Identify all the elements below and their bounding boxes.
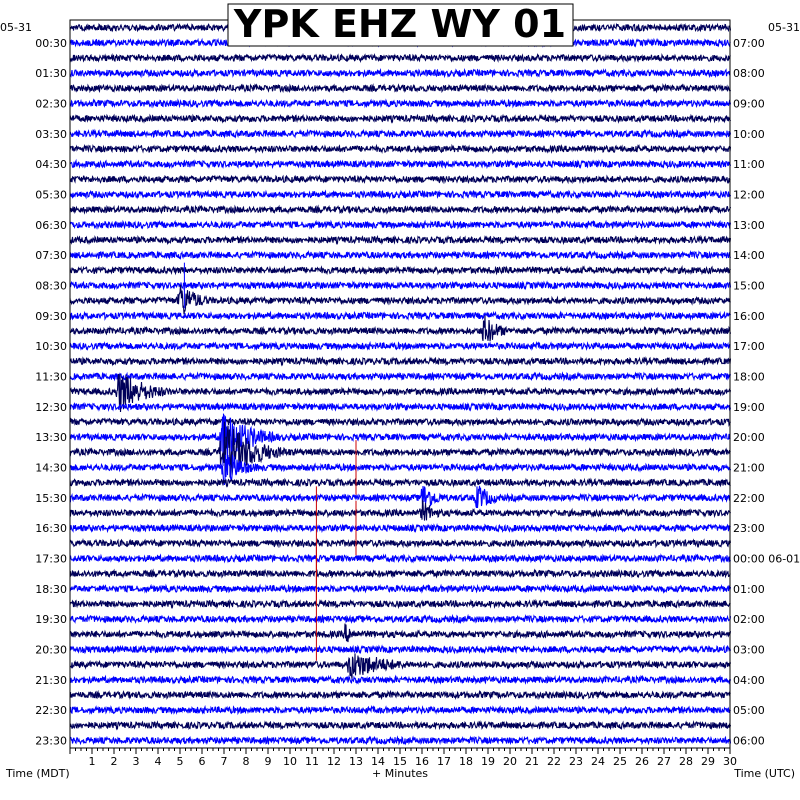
left-time-label: 01:30 [35, 67, 67, 81]
right-time-label: 16:00 [733, 309, 765, 323]
x-tick-label: 16 [415, 755, 429, 768]
x-tick-label: 23 [569, 755, 583, 768]
right-time-label: 15:00 [733, 279, 765, 293]
x-tick-label: 17 [437, 755, 451, 768]
x-tick-label: 25 [613, 755, 627, 768]
x-tick-label: 28 [679, 755, 693, 768]
x-tick-label: 15 [393, 755, 407, 768]
x-tick-label: 30 [723, 755, 737, 768]
x-tick-label: 11 [305, 755, 319, 768]
chart-title: YPK EHZ WY 01 [233, 2, 567, 46]
x-tick-label: 9 [264, 755, 272, 768]
left-time-label: 22:30 [35, 704, 67, 718]
right-time-label: 11:00 [733, 158, 765, 172]
left-time-label: 03:30 [35, 127, 67, 141]
left-time-label: 13:30 [35, 431, 67, 445]
x-tick-label: 12 [327, 755, 341, 768]
left-axis-label: Time (MDT) [6, 767, 70, 780]
right-time-label: 05:00 [733, 704, 765, 718]
right-time-label: 20:00 [733, 431, 765, 445]
right-time-label: 18:00 [733, 370, 765, 384]
x-tick-label: 1 [88, 755, 96, 768]
x-tick-label: 29 [701, 755, 715, 768]
left-time-label: 00:30 [35, 36, 67, 50]
right-time-label: 09:00 [733, 97, 765, 111]
right-time-label: 13:00 [733, 218, 765, 232]
x-tick-label: 27 [657, 755, 671, 768]
left-time-label: 09:30 [35, 309, 67, 323]
x-tick-label: 10 [283, 755, 297, 768]
x-tick-label: 6 [198, 755, 206, 768]
left-time-label: 18:30 [35, 582, 67, 596]
left-time-label: 23:30 [35, 734, 67, 748]
x-tick-label: 14 [371, 755, 385, 768]
left-time-label: 04:30 [35, 158, 67, 172]
x-axis-label: + Minutes [371, 767, 429, 780]
left-time-label: 20:30 [35, 643, 67, 657]
x-tick-label: 7 [220, 755, 228, 768]
x-tick-label: 2 [110, 755, 118, 768]
left-time-label: 15:30 [35, 491, 67, 505]
x-tick-label: 4 [154, 755, 162, 768]
left-time-label: 14:30 [35, 461, 67, 475]
right-time-label: 12:00 [733, 188, 765, 202]
right-time-label: 23:00 [733, 522, 765, 536]
right-time-label: 06:00 [733, 734, 765, 748]
right-time-label: 03:00 [733, 643, 765, 657]
left-time-label: 07:30 [35, 249, 67, 263]
left-time-label: 06:30 [35, 218, 67, 232]
x-tick-label: 19 [481, 755, 495, 768]
x-tick-label: 26 [635, 755, 649, 768]
x-tick-label: 3 [132, 755, 140, 768]
left-time-label: 08:30 [35, 279, 67, 293]
left-date-label: 05-31 [0, 21, 32, 34]
right-time-label: 21:00 [733, 461, 765, 475]
right-time-label: 04:00 [733, 673, 765, 687]
left-time-label: 02:30 [35, 97, 67, 111]
left-time-label: 05:30 [35, 188, 67, 202]
right-time-label: 02:00 [733, 613, 765, 627]
right-time-label: 00:00 06-01 [733, 552, 800, 566]
right-time-label: 08:00 [733, 67, 765, 81]
x-tick-label: 20 [503, 755, 517, 768]
x-tick-label: 24 [591, 755, 605, 768]
x-tick-label: 21 [525, 755, 539, 768]
left-time-label: 12:30 [35, 400, 67, 414]
left-time-label: 11:30 [35, 370, 67, 384]
x-tick-label: 18 [459, 755, 473, 768]
x-tick-label: 13 [349, 755, 363, 768]
right-time-label: 01:00 [733, 582, 765, 596]
right-time-label: 10:00 [733, 127, 765, 141]
x-tick-label: 8 [242, 755, 250, 768]
left-time-label: 21:30 [35, 673, 67, 687]
left-time-label: 17:30 [35, 552, 67, 566]
right-time-label: 22:00 [733, 491, 765, 505]
right-time-label: 07:00 [733, 36, 765, 50]
left-time-label: 16:30 [35, 522, 67, 536]
right-axis-label: Time (UTC) [734, 767, 795, 780]
left-time-label: 10:30 [35, 340, 67, 354]
x-tick-label: 22 [547, 755, 561, 768]
right-time-label: 19:00 [733, 400, 765, 414]
left-time-label: 19:30 [35, 613, 67, 627]
x-tick-label: 5 [176, 755, 184, 768]
right-time-label: 14:00 [733, 249, 765, 263]
right-date-label: 05-31 [768, 21, 800, 34]
right-time-label: 17:00 [733, 340, 765, 354]
